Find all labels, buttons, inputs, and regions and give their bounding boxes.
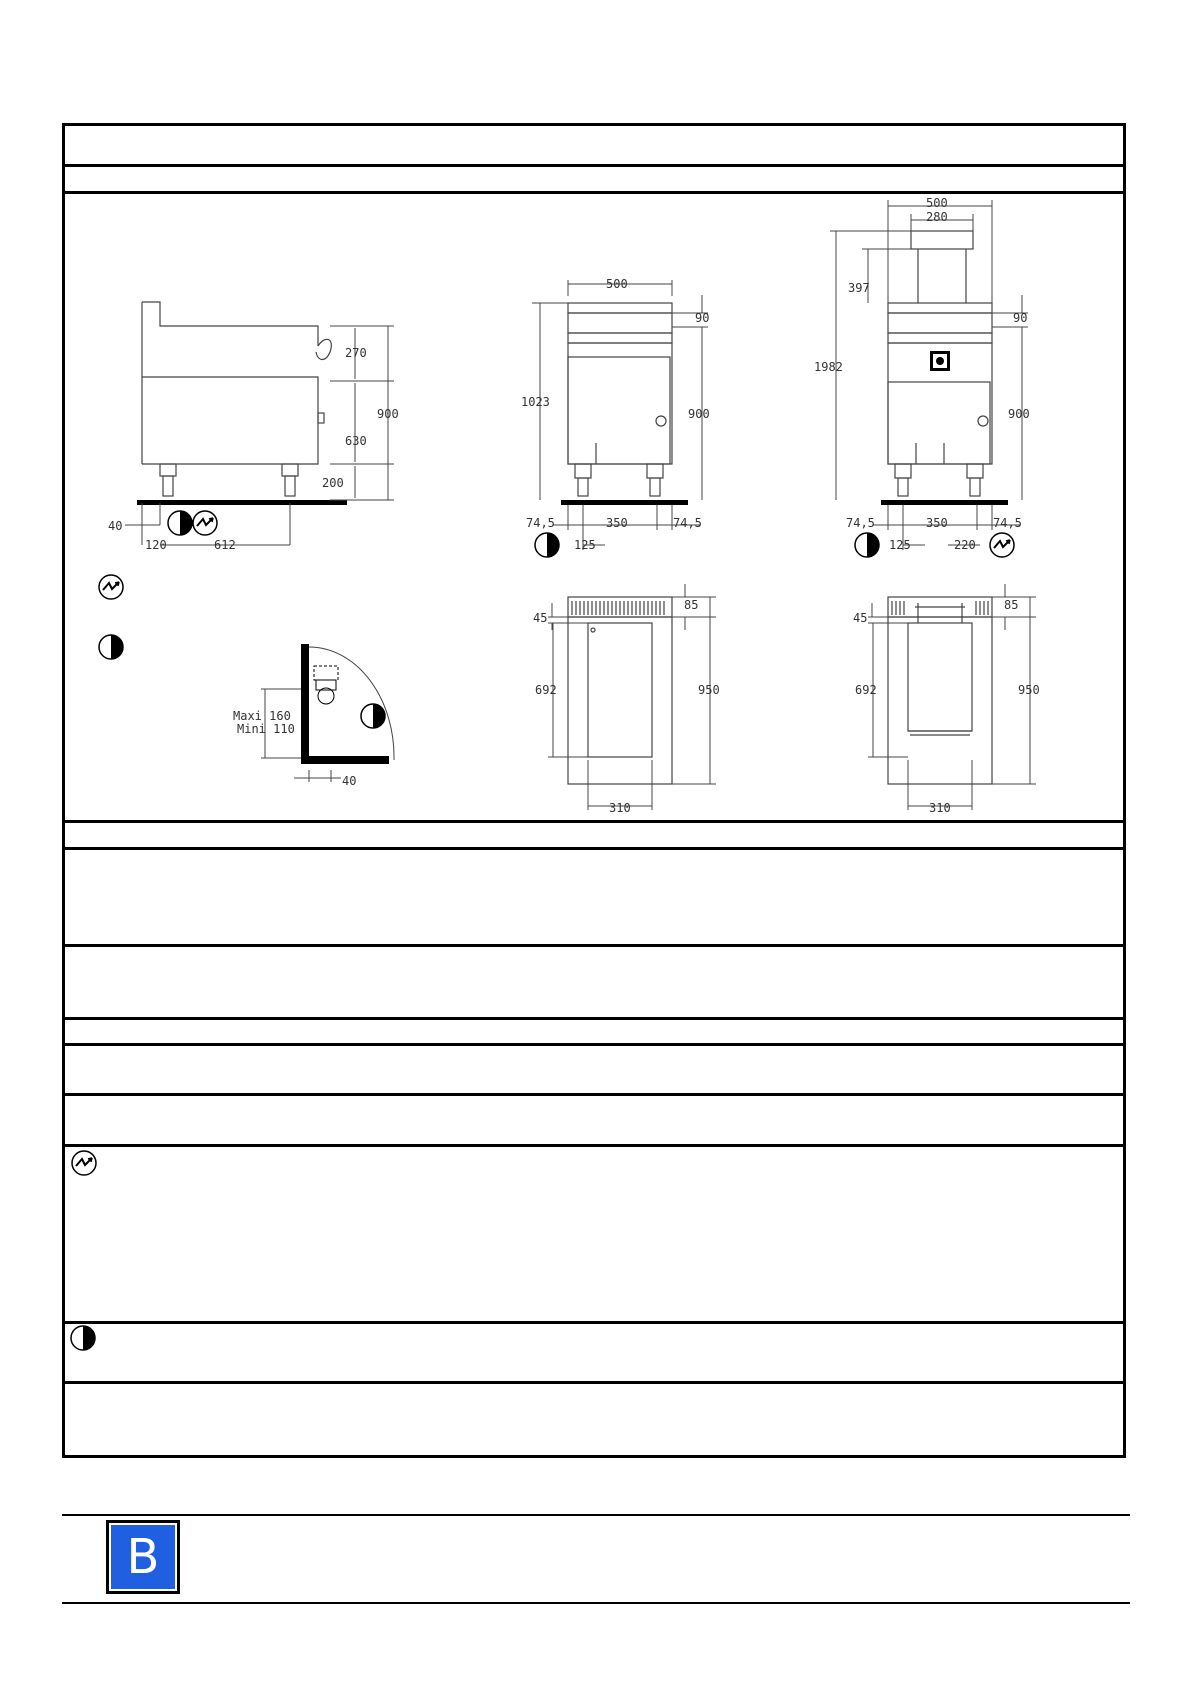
electric-supply-icon (990, 533, 1014, 557)
dim-label: 125 (574, 538, 596, 552)
dim-label: 270 (345, 346, 367, 360)
dim-label: 200 (322, 476, 344, 490)
drain-icon (855, 533, 879, 557)
dim-label: 350 (606, 516, 628, 530)
dim-label: 90 (1013, 311, 1028, 325)
dim-label: 630 (345, 434, 367, 448)
dim-label: 74,5 (526, 516, 555, 530)
footer-top-rule (62, 1514, 1130, 1516)
front-view-a-drawing (568, 303, 672, 496)
dim-label: 950 (1018, 683, 1040, 697)
dim-label: 40 (108, 519, 123, 533)
brand-logo-letter: B (109, 1523, 177, 1591)
electric-supply-icon (193, 511, 217, 535)
dim-label: 85 (1004, 598, 1019, 612)
dim-label: 45 (853, 611, 868, 625)
dim-label: 900 (688, 407, 710, 421)
dim-label: 120 (145, 538, 167, 552)
dim-label: 74,5 (673, 516, 702, 530)
dim-label: 220 (954, 538, 976, 552)
dim-label: 612 (214, 538, 236, 552)
wall-note-mini: Mini 110 (237, 722, 295, 736)
floor-line (881, 500, 1008, 505)
floor-line (137, 500, 347, 505)
control-switch (930, 351, 950, 371)
dim-label: 350 (926, 516, 948, 530)
electric-supply-icon (99, 575, 123, 599)
electric-supply-icon (72, 1151, 96, 1175)
dim-label: 500 (926, 196, 948, 210)
dim-label: 74,5 (846, 516, 875, 530)
wall-note-maxi: Maxi 160 (233, 709, 291, 723)
side-view-drawing (142, 302, 331, 496)
dim-label: 900 (1008, 407, 1030, 421)
dim-label: 900 (377, 407, 399, 421)
drain-icon (535, 533, 559, 557)
brand-logo (106, 1520, 180, 1594)
drain-icon (71, 1326, 95, 1350)
dim-label: 310 (929, 801, 951, 815)
top-view-a-drawing (568, 597, 672, 784)
dim-label: 500 (606, 277, 628, 291)
dim-label: 1982 (814, 360, 843, 374)
floor-line (561, 500, 688, 505)
dim-label: 74,5 (993, 516, 1022, 530)
dim-label: 950 (698, 683, 720, 697)
dim-label: 310 (609, 801, 631, 815)
dim-label: 125 (889, 538, 911, 552)
top-view-b-drawing (888, 597, 992, 784)
footer-bottom-rule (62, 1602, 1130, 1604)
dim-label: 1023 (521, 395, 550, 409)
dim-label: 90 (695, 311, 710, 325)
drain-icon (99, 635, 123, 659)
dim-label: 692 (535, 683, 557, 697)
drain-icon (168, 511, 192, 535)
drain-icon (361, 704, 385, 728)
dim-label: 692 (855, 683, 877, 697)
dim-label: 280 (926, 210, 948, 224)
dim-label: 40 (342, 774, 357, 788)
dim-label: 85 (684, 598, 699, 612)
dim-label: 397 (848, 281, 870, 295)
dim-label: 45 (533, 611, 548, 625)
